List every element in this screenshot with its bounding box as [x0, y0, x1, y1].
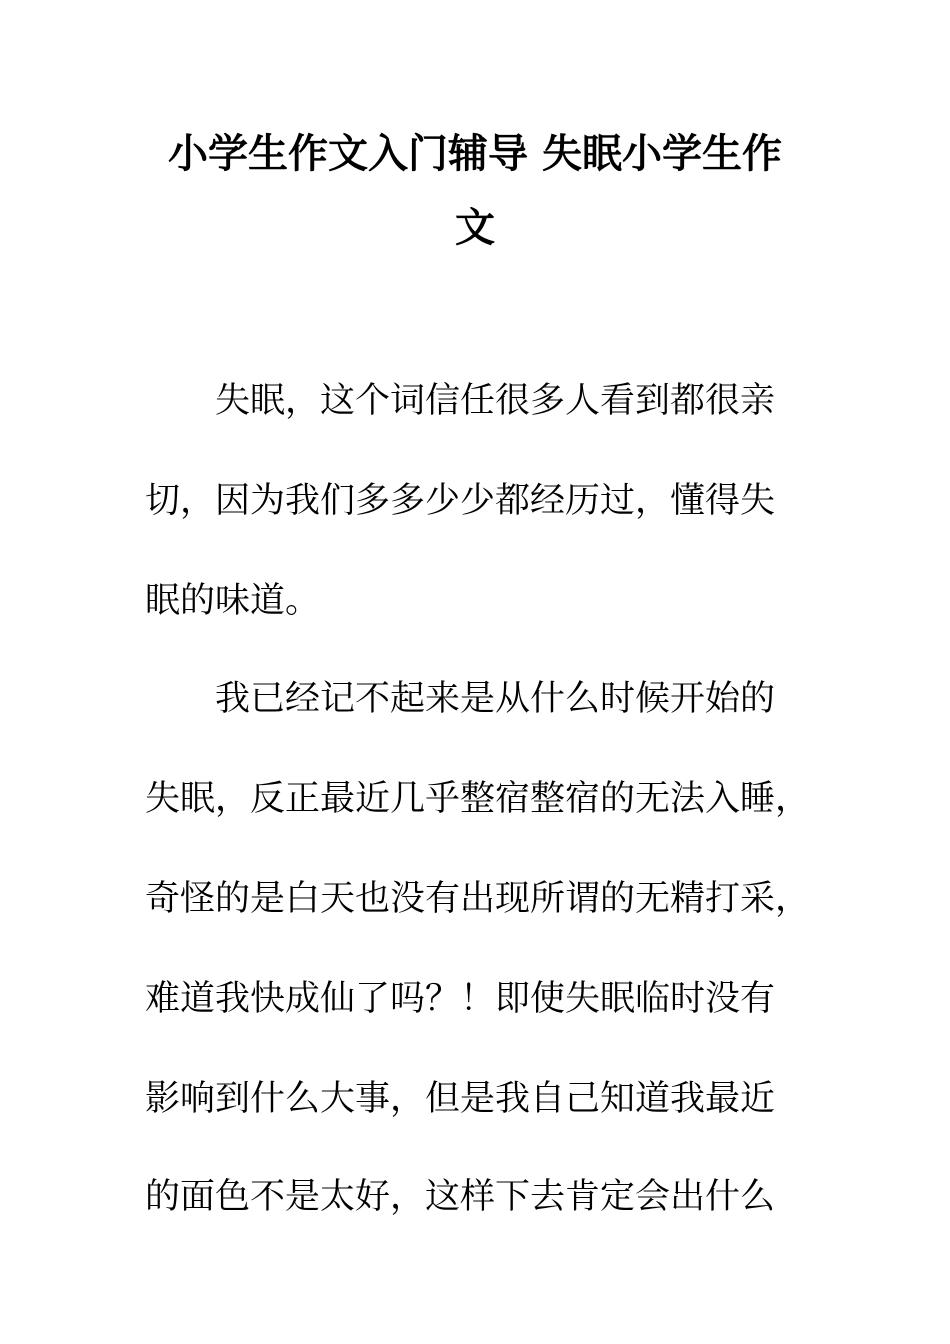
document-title-line-1: 小学生作文入门辅导 失眠小学生作: [168, 130, 782, 177]
paragraph-line: 失眠，这个词信任很多人看到都很亲: [215, 381, 776, 421]
paragraph-line: 眠的味道。: [145, 581, 321, 621]
paragraph-line: 的面色不是太好，这样下去肯定会出什么: [145, 1177, 776, 1217]
paragraph-line: 我已经记不起来是从什么时候开始的: [215, 679, 776, 719]
paragraph-line: 影响到什么大事，但是我自己知道我最近: [145, 1079, 776, 1119]
paragraph-line: 难道我快成仙了吗？！即使失眠临时没有: [145, 979, 776, 1019]
paragraph-line: 切，因为我们多多少少都经历过，懂得失: [145, 481, 776, 521]
document-title-line-2: 文: [455, 204, 495, 251]
paragraph-line: 失眠，反正最近几乎整宿整宿的无法入睡，: [145, 779, 811, 819]
paragraph-line: 奇怪的是白天也没有出现所谓的无精打采，: [145, 879, 811, 919]
